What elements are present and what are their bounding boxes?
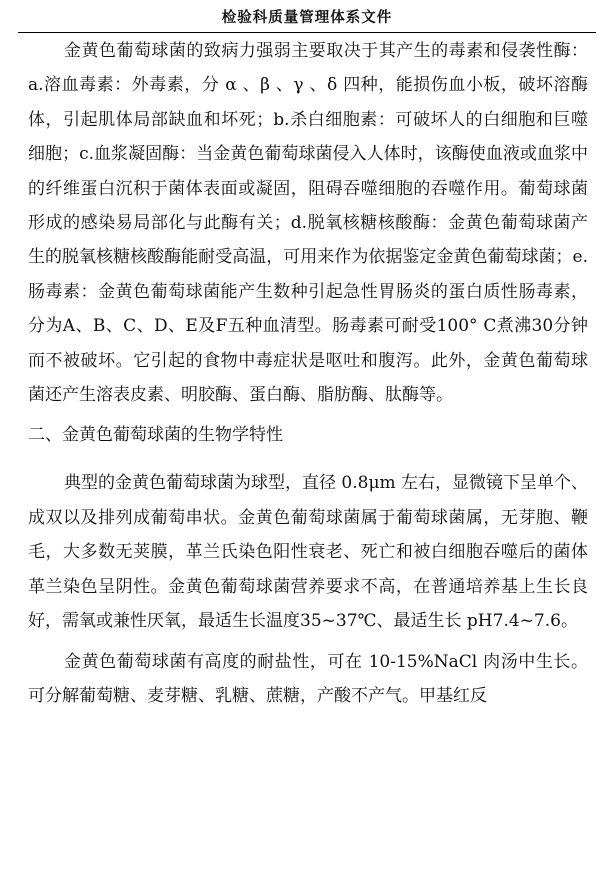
paragraph-salt-tolerance: 金黄色葡萄球菌有高度的耐盐性，可在 10-15%NaCl 肉汤中生长。可分解葡萄糖、麦芽糖、乳糖、蔗糖，产酸不产气。甲基红反 (28, 651, 588, 706)
paragraph-virulence-factors: 金黄色葡萄球菌的致病力强弱主要取决于其产生的毒素和侵袭性酶：a.溶血毒素：外毒素，分 α 、β 、γ 、δ 四种，能损伤血小板，破坏溶酶体，引起肌体局部缺血和坏死；b.杀白细胞素：可破坏人的白细胞和巨噬细胞；c.血浆凝固酶：当金黄色葡萄球菌侵入人体时，该酶使血液或血浆中的纤维蛋白沉积于菌体表面或凝固，阻碍吞噬细胞的吞噬作用。葡萄球菌形成的感染易局部化与此酶有关；d.脱氧核糖核酸酶：金黄色葡萄球菌产生的脱氧核糖核酸酶能耐受高温，可用来作为依据鉴定金黄色葡萄球菌；e.肠毒素：金黄色葡萄球菌能产生数种引起急性胃肠炎的蛋白质性肠毒素，分为A、B、C、D、E及F五种血清型。肠毒素可耐受100° C煮沸30分钟而不被破坏。它引起的食物中毒症状是呕吐和腹泻。此外，金黄色葡萄球菌还产生溶表皮素、明胶酶、蛋白酶、脂肪酶、肽酶等。 (28, 41, 588, 406)
document-header: 检验科质量管理体系文件 (18, 4, 596, 33)
document-body (28, 34, 588, 713)
paragraph-morphology: 典型的金黄色葡萄球菌为球型，直径 0.8μm 左右，显微镜下呈单个、成双以及排列成葡萄串状。金黄色葡萄球菌属于葡萄球菌属，无芽胞、鞭毛，大多数无荚膜，革兰氏染色阳性衰老、死亡和被白细胞吞噬后的菌体革兰染色呈阴性。金黄色葡萄球菌营养要求不高，在普通培养基上生长良好，需氧或兼性厌氧，最适生长温度35~37℃、最适生长 pH7.4~7.6。 (28, 473, 589, 632)
section-heading-biological-characteristics: 二、金黄色葡萄球菌的生物学特性 (28, 425, 283, 446)
